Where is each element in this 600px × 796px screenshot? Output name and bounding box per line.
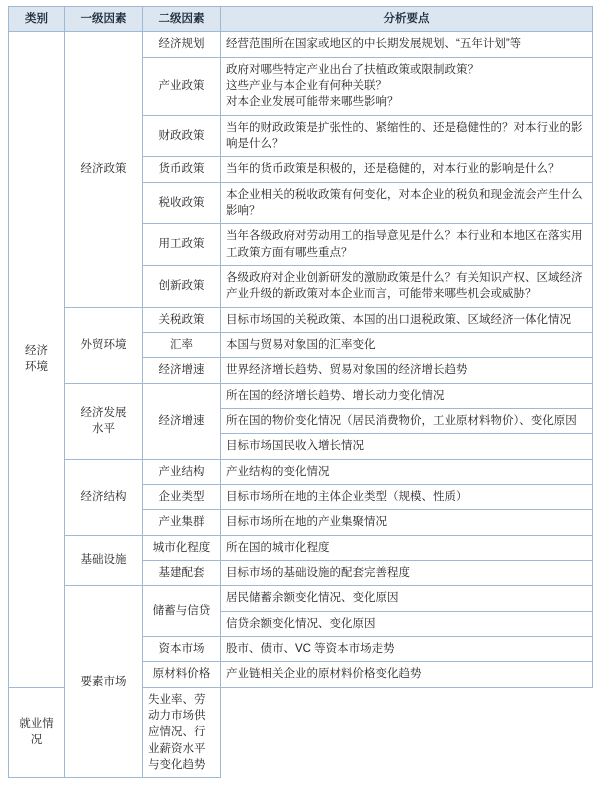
cell-level2-factor: 产业政策 — [143, 57, 221, 115]
cell-level2-factor: 税收政策 — [143, 182, 221, 224]
cell-analysis-points: 当年的财政政策是扩张性的、紧缩性的、还是稳健性的？对本行业的影响是什么？ — [221, 115, 593, 157]
cell-analysis-points: 目标市场国的关税政策、本国的出口退税政策、区域经济一体化情况 — [221, 307, 593, 332]
cell-level2-factor: 经济增速 — [143, 358, 221, 383]
cell-level1-factor: 外贸环境 — [65, 307, 143, 383]
cell-level2-factor: 原材料价格 — [143, 662, 221, 687]
table-row — [9, 535, 593, 560]
cell-analysis-points: 所在国的经济增长趋势、增长动力变化情况 — [221, 383, 593, 408]
cell-level2-factor: 经济增速 — [143, 383, 221, 459]
cell-analysis-points: 目标市场所在地的产业集聚情况 — [221, 510, 593, 535]
column-header-level1: 一级因素 — [65, 7, 143, 32]
table-row — [9, 586, 593, 611]
cell-analysis-points: 居民储蓄余额变化情况、变化原因 — [221, 586, 593, 611]
cell-level2-factor: 汇率 — [143, 332, 221, 357]
table-row — [9, 307, 593, 332]
table-row — [9, 383, 593, 408]
column-header-category: 类别 — [9, 7, 65, 32]
cell-level2-factor: 产业集群 — [143, 510, 221, 535]
cell-analysis-points: 产业结构的变化情况 — [221, 459, 593, 484]
cell-level2-factor: 基建配套 — [143, 560, 221, 585]
cell-analysis-points: 所在国的城市化程度 — [221, 535, 593, 560]
cell-analysis-points: 世界经济增长趋势、贸易对象国的经济增长趋势 — [221, 358, 593, 383]
cell-analysis-points: 信贷余额变化情况、变化原因 — [221, 611, 593, 636]
cell-analysis-points: 本企业相关的税收政策有何变化，对本企业的税负和现金流会产生什么影响？ — [221, 182, 593, 224]
cell-level1-factor: 经济政策 — [65, 32, 143, 307]
cell-level1-factor: 基础设施 — [65, 535, 143, 586]
cell-level2-factor: 城市化程度 — [143, 535, 221, 560]
cell-level2-factor: 储蓄与信贷 — [143, 586, 221, 637]
cell-level2-factor: 用工政策 — [143, 224, 221, 266]
cell-analysis-points: 各级政府对企业创新研发的激励政策是什么？有关知识产权、区域经济产业升级的新政策对本企业而言，可能带来哪些机会或威胁？ — [221, 265, 593, 307]
cell-level1-factor: 经济结构 — [65, 459, 143, 535]
cell-level2-factor: 货币政策 — [143, 157, 221, 182]
cell-analysis-points: 本国与贸易对象国的汇率变化 — [221, 332, 593, 357]
table-header-row — [9, 7, 593, 32]
table-row — [9, 459, 593, 484]
cell-level2-factor: 财政政策 — [143, 115, 221, 157]
cell-level2-factor: 创新政策 — [143, 265, 221, 307]
cell-analysis-points: 当年的货币政策是积极的，还是稳健的，对本行业的影响是什么？ — [221, 157, 593, 182]
cell-level2-factor: 企业类型 — [143, 484, 221, 509]
cell-category: 经济 环境 — [9, 32, 65, 687]
cell-level1-factor: 要素市场 — [65, 586, 143, 778]
table-header — [9, 7, 593, 32]
cell-level2-factor: 产业结构 — [143, 459, 221, 484]
analysis-framework-table — [8, 6, 593, 778]
cell-level2-factor: 关税政策 — [143, 307, 221, 332]
cell-analysis-points: 目标市场的基础设施的配套完善程度 — [221, 560, 593, 585]
cell-analysis-points: 目标市场国民收入增长情况 — [221, 434, 593, 459]
cell-level1-factor: 经济发展 水平 — [65, 383, 143, 459]
cell-level2-factor: 经济规划 — [143, 32, 221, 57]
cell-level2-factor: 就业情况 — [9, 687, 65, 778]
cell-analysis-points: 失业率、劳动力市场供应情况、行业薪资水平与变化趋势 — [143, 687, 221, 778]
cell-analysis-points: 目标市场所在地的主体企业类型（规模、性质） — [221, 484, 593, 509]
table-row — [9, 32, 593, 57]
cell-analysis-points: 产业链相关企业的原材料价格变化趋势 — [221, 662, 593, 687]
column-header-level2: 二级因素 — [143, 7, 221, 32]
cell-analysis-points: 当年各级政府对劳动用工的指导意见是什么？本行业和本地区在落实用工政策方面有哪些重点？ — [221, 224, 593, 266]
cell-analysis-points: 所在国的物价变化情况（居民消费物价，工业原材料物价）、变化原因 — [221, 408, 593, 433]
cell-level2-factor: 资本市场 — [143, 636, 221, 661]
column-header-points: 分析要点 — [221, 7, 593, 32]
cell-analysis-points: 股市、债市、VC 等资本市场走势 — [221, 636, 593, 661]
cell-analysis-points: 政府对哪些特定产业出台了扶植政策或限制政策？ 这些产业与本企业有何种关联？ 对本企业发展可能带来哪些影响？ — [221, 57, 593, 115]
cell-analysis-points: 经营范围所在国家或地区的中长期发展规划、“五年计划”等 — [221, 32, 593, 57]
table-body — [9, 32, 593, 778]
